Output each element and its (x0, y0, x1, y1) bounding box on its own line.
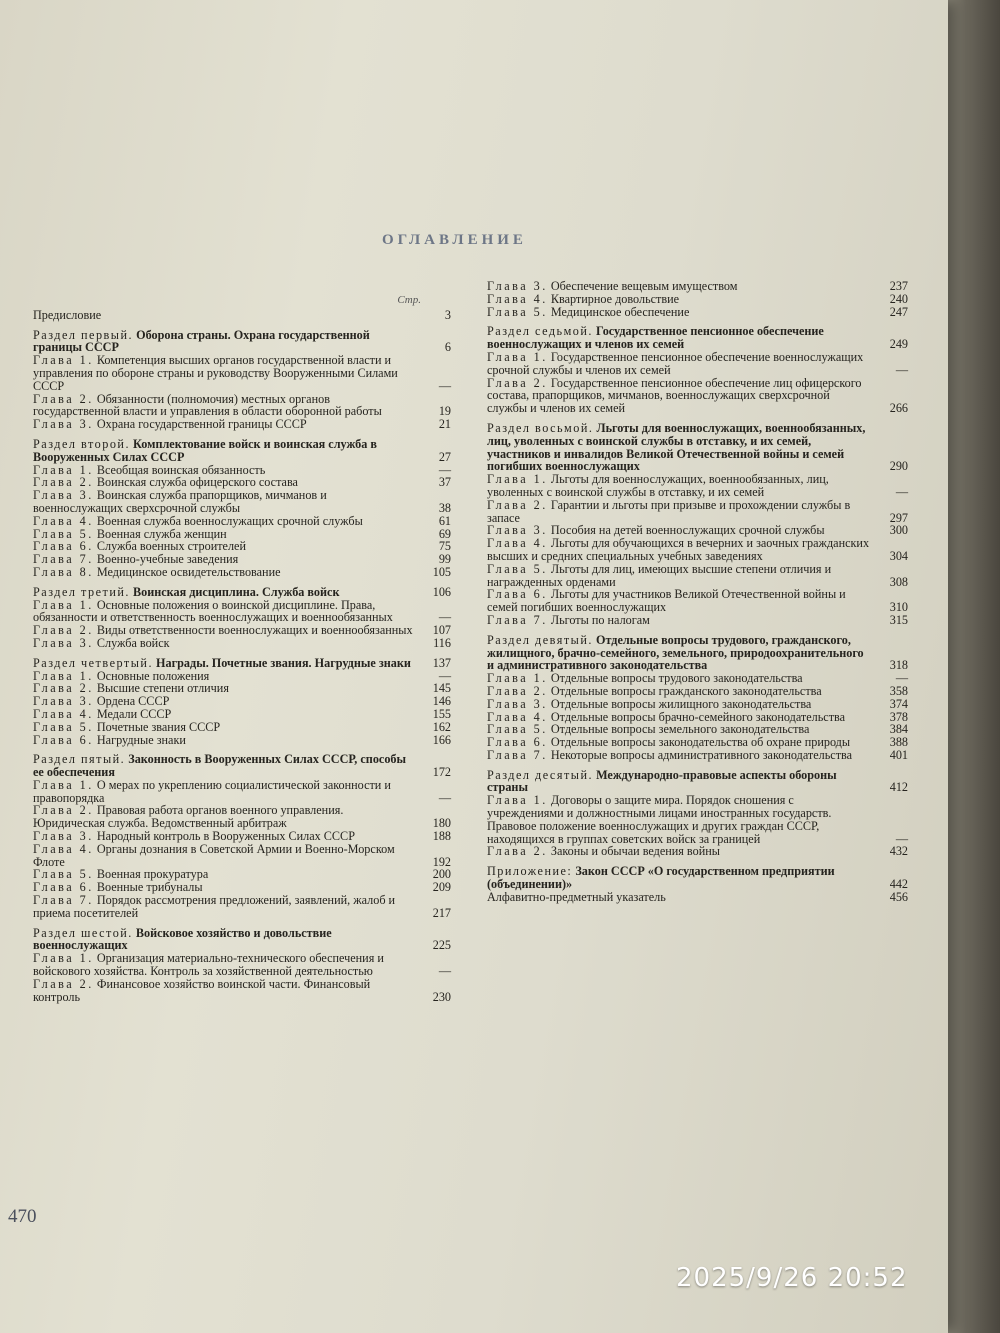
toc-entry-text (33, 804, 415, 830)
toc-entry-page: 297 (889, 510, 908, 525)
toc-chapter-entry (33, 779, 451, 805)
toc-chapter-entry (33, 843, 451, 869)
toc-entry-title: Льготы по налогам (550, 612, 650, 627)
toc-entry-label: Глава 1. (33, 462, 94, 477)
toc-chapter-entry (33, 515, 451, 528)
toc-entry-page: — (895, 362, 908, 377)
toc-entry-page: 107 (432, 623, 451, 638)
toc-chapter-entry (33, 624, 451, 637)
toc-entry-page: 75 (438, 539, 451, 554)
toc-entry-title: Алфавитно-предметный указатель (487, 889, 666, 904)
toc-chapter-entry (487, 473, 908, 499)
toc-entry-text (33, 418, 415, 431)
toc-entry-page: 155 (432, 706, 451, 721)
toc-entry-page: 137 (432, 655, 451, 670)
toc-entry-page: 384 (889, 722, 908, 737)
toc-entry-title: Компетенция высших органов государственной власти и управления по обороне страны и руководству Вооруженными Силами СССР (33, 353, 398, 393)
page-column-label: Стр. (397, 294, 421, 306)
toc-section-entry (33, 438, 451, 464)
toc-entry-label: Глава 2. (33, 391, 94, 406)
toc-entry-label: Глава 5. (33, 719, 94, 734)
toc-entry-title: Международно-правовые аспекты обороны страны (487, 767, 837, 795)
toc-entry-title: Воинская дисциплина. Служба войск (132, 584, 340, 599)
toc-entry-page: 432 (889, 844, 908, 859)
toc-entry-label: Глава 6. (33, 732, 94, 747)
toc-chapter-entry (487, 306, 908, 319)
toc-entry-label: Глава 4. (33, 513, 94, 528)
toc-entry-title: Обязанности (полномочия) местных органов государственной власти и управления в области оборонной работы (33, 391, 382, 419)
toc-entry-title: Отдельные вопросы гражданского законодательства (550, 683, 822, 698)
toc-chapter-entry (487, 537, 908, 563)
toc-entry-title: Служба войск (96, 635, 170, 650)
toc-chapter-entry (33, 599, 451, 625)
toc-entry-label: Раздел пятый. (33, 752, 126, 767)
toc-entry-label: Раздел седьмой. (487, 324, 593, 339)
toc-entry-label: Глава 2. (487, 683, 548, 698)
toc-chapter-entry (33, 418, 451, 431)
toc-entry-title: Квартирное довольствие (550, 291, 680, 306)
toc-entry-text (487, 749, 872, 762)
toc-entry-text (33, 309, 415, 322)
photo-timestamp: 2025/9/26 20:52 (676, 1263, 908, 1293)
toc-entry-text (487, 634, 872, 672)
toc-entry-label: Глава 3. (487, 523, 548, 538)
toc-entry-text (487, 351, 872, 377)
toc-entry-label: Раздел первый. (33, 327, 134, 342)
toc-chapter-entry (487, 891, 908, 904)
toc-entry-label: Глава 5. (33, 526, 94, 541)
toc-entry-page: 105 (432, 564, 451, 579)
toc-entry-label: Глава 5. (487, 304, 548, 319)
toc-entry-label: Глава 1. (487, 472, 548, 487)
toc-entry-page: 38 (438, 500, 451, 515)
toc-entry-page: 240 (889, 291, 908, 306)
toc-entry-title: Военная прокуратура (96, 867, 209, 882)
toc-entry-label: Глава 4. (487, 536, 548, 551)
toc-entry-title: Пособия на детей военнослужащих срочной службы (550, 523, 825, 538)
toc-entry-text (33, 637, 415, 650)
toc-chapter-entry (487, 845, 908, 858)
toc-entry-label: Глава 5. (487, 561, 548, 576)
toc-entry-title: Награды. Почетные звания. Нагрудные знаки (156, 655, 411, 670)
toc-entry-page: 217 (432, 905, 451, 920)
toc-entry-title: Виды ответственности военнослужащих и военнообязанных (96, 623, 413, 638)
toc-entry-page: 69 (438, 526, 451, 541)
toc-entry-page: 209 (432, 880, 451, 895)
toc-entry-label: Глава 2. (33, 475, 94, 490)
toc-entry-text (487, 845, 872, 858)
toc-entry-label: Глава 2. (33, 803, 94, 818)
toc-entry-title: О мерах по укреплению социалистической законности и правопорядка (33, 777, 391, 805)
toc-entry-title: Льготы для лиц, имеющих высшие степени отличия и награжденных орденами (487, 561, 832, 589)
toc-entry-label: Глава 3. (33, 694, 94, 709)
toc-entry-title: Финансовое хозяйство воинской части. Финансовый контроль (33, 976, 371, 1004)
toc-entry-title: Нагрудные знаки (96, 732, 186, 747)
toc-entry-label: Глава 7. (33, 893, 94, 908)
toc-entry-title: Льготы для обучающихся в вечерних и заочных гражданских высших и средних специальных учебных заведениях (487, 536, 870, 563)
toc-entry-title: Военные трибуналы (96, 880, 203, 895)
toc-entry-page: 412 (889, 780, 908, 795)
toc-entry-title: Воинская служба офицерского состава (96, 475, 298, 490)
toc-entry-page: 21 (438, 417, 451, 432)
toc-chapter-entry (487, 794, 908, 845)
toc-right-column (487, 280, 908, 904)
toc-entry-label: Глава 8. (33, 564, 94, 579)
toc-section-entry (33, 753, 451, 779)
toc-chapter-entry (487, 749, 908, 762)
toc-entry-title: Медицинское освидетельствование (96, 564, 281, 579)
toc-entry-page: 388 (889, 735, 908, 750)
toc-entry-label: Глава 3. (33, 417, 94, 432)
toc-entry-page: — (895, 484, 908, 499)
toc-entry-page: 19 (438, 404, 451, 419)
toc-entry-page: 145 (432, 681, 451, 696)
toc-entry-label: Глава 1. (33, 951, 94, 966)
toc-chapter-entry (33, 393, 451, 419)
toc-entry-page: 192 (432, 854, 451, 869)
toc-entry-label: Раздел четвертый. (33, 655, 153, 670)
toc-entry-label: Глава 5. (33, 867, 94, 882)
toc-entry-title: Отдельные вопросы трудового законодательства (550, 671, 803, 686)
toc-chapter-entry (487, 563, 908, 589)
toc-entry-label: Приложение: (487, 864, 573, 879)
toc-entry-title: Основные положения (96, 668, 210, 683)
toc-entry-title: Договоры о защите мира. Порядок сношения с учреждениями и должностными лицами иностранных государств. Правовое положение военнослужащих и других граждан СССР, находящихся в группах советских войск за границей (487, 793, 832, 846)
toc-entry-label: Глава 2. (487, 375, 548, 390)
toc-entry-text (487, 563, 872, 589)
toc-entry-title: Государственное пенсионное обеспечение военнослужащих срочной службы и членов их семей (487, 349, 864, 377)
toc-chapter-entry (487, 499, 908, 525)
toc-entry-page: 266 (889, 401, 908, 416)
toc-entry-text (33, 734, 415, 747)
toc-entry-title: Оборона страны. Охрана государственной границы СССР (33, 327, 370, 355)
toc-entry-page: 116 (433, 635, 451, 650)
toc-entry-text (33, 894, 415, 920)
toc-entry-title: Отдельные вопросы брачно-семейного законодательства (550, 709, 846, 724)
toc-chapter-entry (487, 351, 908, 377)
toc-entry-page: 3 (444, 307, 451, 322)
toc-entry-text (487, 891, 872, 904)
toc-entry-title: Предисловие (33, 307, 102, 322)
toc-entry-text (487, 537, 872, 563)
toc-entry-label: Раздел десятый. (487, 767, 594, 782)
toc-entry-page: 166 (432, 732, 451, 747)
toc-entry-title: Охрана государственной границы СССР (96, 417, 307, 432)
toc-entry-title: Органы дознания в Советской Армии и Военно-Морском Флоте (33, 841, 395, 869)
toc-chapter-entry (33, 804, 451, 830)
toc-entry-page: 308 (889, 574, 908, 589)
toc-entry-title: Некоторые вопросы административного законодательства (550, 747, 853, 762)
toc-entry-label: Раздел девятый. (487, 632, 593, 647)
toc-chapter-entry (33, 489, 451, 515)
toc-entry-title: Воинская служба прапорщиков, мичманов и военнослужащих сверхсрочной службы (33, 488, 327, 515)
toc-entry-title: Ордена СССР (96, 694, 170, 709)
toc-entry-text (33, 927, 415, 953)
toc-chapter-entry (33, 894, 451, 920)
toc-chapter-entry (33, 566, 451, 579)
toc-entry-text (487, 794, 872, 845)
toc-entry-label: Глава 3. (33, 488, 94, 503)
toc-entry-label: Раздел шестой. (33, 925, 133, 940)
toc-entry-title: Высшие степени отличия (96, 681, 229, 696)
toc-entry-text (33, 329, 415, 355)
toc-entry-page: — (895, 831, 908, 846)
toc-chapter-entry (487, 377, 908, 415)
toc-entry-text (487, 377, 872, 415)
toc-entry-page: 106 (432, 584, 451, 599)
toc-entry-text (33, 753, 415, 779)
toc-entry-title: Военная служба женщин (96, 526, 227, 541)
toc-entry-page: 304 (889, 548, 908, 563)
toc-entry-page: 27 (438, 449, 451, 464)
toc-entry-page: 237 (889, 279, 908, 293)
toc-entry-label: Глава 2. (487, 497, 548, 512)
toc-entry-text (487, 769, 872, 795)
toc-section-entry (487, 769, 908, 795)
toc-entry-label: Глава 4. (33, 706, 94, 721)
toc-entry-title: Льготы для участников Великой Отечественной войны и семей погибших военнослужащих (487, 587, 846, 615)
toc-entry-page: — (438, 668, 451, 683)
toc-section-entry (487, 865, 908, 891)
toc-entry-title: Закон СССР «О государственном предприятии (объединении)» (487, 864, 835, 892)
toc-entry-page: 456 (889, 889, 908, 904)
toc-entry-page: 247 (889, 304, 908, 319)
toc-entry-title: Льготы для военнослужащих, военнообязанных, лиц, уволенных с воинской службы в отставку, и их семей (487, 472, 829, 499)
toc-entry-page: 146 (432, 694, 451, 709)
toc-entry-title: Отдельные вопросы трудового, гражданского, жилищного, брачно-семейного, земельного, природоохранительного и административного законодательства (487, 632, 864, 673)
toc-entry-text (487, 588, 872, 614)
toc-entry-title: Комплектование войск и воинская служба в Вооруженных Силах СССР (33, 436, 377, 464)
toc-entry-title: Почетные звания СССР (96, 719, 221, 734)
toc-entry-page: 374 (889, 696, 908, 711)
toc-entry-label: Раздел восьмой. (487, 420, 594, 435)
toc-entry-page: — (895, 671, 908, 686)
toc-section-entry (33, 657, 451, 670)
toc-chapter-entry (33, 708, 451, 721)
toc-entry-page: — (438, 610, 451, 625)
toc-entry-page: — (438, 462, 451, 477)
toc-entry-text (33, 489, 415, 515)
toc-entry-title: Медали СССР (96, 706, 172, 721)
toc-entry-text (33, 952, 415, 978)
toc-entry-page: 200 (432, 867, 451, 882)
toc-entry-page: 442 (889, 877, 908, 892)
toc-entry-title: Законность в Вооруженных Силах СССР, способы ее обеспечения (33, 752, 407, 780)
toc-section-entry (487, 422, 908, 473)
toc-entry-page: — (438, 378, 451, 393)
toc-entry-label: Глава 4. (33, 841, 94, 856)
toc-entry-text (487, 473, 872, 499)
toc-section-entry (487, 634, 908, 672)
page-title: ОГЛАВЛЕНИЕ (382, 232, 527, 248)
toc-entry-page: 172 (432, 765, 451, 780)
toc-entry-label: Глава 1. (487, 671, 548, 686)
toc-entry-title: Отдельные вопросы законодательства об охране природы (550, 735, 851, 750)
toc-section-entry (33, 329, 451, 355)
toc-entry-label: Глава 1. (487, 793, 548, 808)
toc-entry-title: Служба военных строителей (96, 539, 246, 554)
toc-entry-page: 300 (889, 523, 908, 538)
toc-entry-page: 225 (432, 938, 451, 953)
toc-entry-label: Глава 6. (33, 880, 94, 895)
toc-entry-text (33, 843, 415, 869)
toc-entry-label: Раздел второй. (33, 436, 130, 451)
toc-entry-text (33, 779, 415, 805)
toc-entry-label: Глава 1. (33, 597, 94, 612)
toc-entry-label: Глава 3. (33, 635, 94, 650)
toc-left-list (33, 309, 451, 1004)
toc-entry-title: Отдельные вопросы земельного законодательства (550, 722, 810, 737)
toc-entry-label: Глава 1. (487, 349, 548, 364)
toc-entry-label: Глава 2. (33, 681, 94, 696)
toc-entry-label: Глава 6. (33, 539, 94, 554)
toc-entry-page: — (438, 790, 451, 805)
toc-entry-page: 99 (438, 552, 451, 567)
toc-entry-title: Государственное пенсионное обеспечение военнослужащих и членов их семей (487, 324, 824, 352)
toc-entry-text (487, 422, 872, 473)
toc-entry-label: Глава 4. (487, 709, 548, 724)
toc-entry-text (33, 354, 415, 392)
toc-entry-label: Глава 7. (487, 747, 548, 762)
toc-entry-text (33, 393, 415, 419)
toc-entry-label: Глава 5. (487, 722, 548, 737)
toc-entry-page: 315 (889, 612, 908, 627)
toc-entry-text (487, 614, 872, 627)
toc-entry-page: 358 (889, 683, 908, 698)
toc-entry-text (33, 599, 415, 625)
toc-entry-page: 318 (889, 658, 908, 673)
toc-chapter-entry (33, 978, 451, 1004)
toc-section-entry (33, 927, 451, 953)
toc-entry-label: Глава 1. (33, 353, 94, 368)
toc-entry-title: Государственное пенсионное обеспечение лиц офицерского состава, прапорщиков, мичманов, военнослужащих сверхсрочной службы и членов их семей (487, 375, 862, 416)
toc-entry-title: Всеобщая воинская обязанность (96, 462, 266, 477)
toc-entry-page: 401 (889, 747, 908, 762)
toc-chapter-entry (33, 952, 451, 978)
toc-chapter-entry (33, 734, 451, 747)
toc-entry-text (33, 438, 415, 464)
toc-entry-title: Основные положения о воинской дисциплине. Права, обязанности и ответственность военнослужащих и военнообязанных (33, 597, 393, 625)
toc-right-list (487, 280, 908, 904)
toc-entry-title: Войсковое хозяйство и довольствие военнослужащих (33, 925, 332, 953)
toc-entry-label: Глава 2. (487, 844, 548, 859)
toc-entry-text (487, 306, 872, 319)
toc-entry-title: Медицинское обеспечение (550, 304, 690, 319)
page-edge (948, 0, 1000, 1333)
toc-entry-text (487, 865, 872, 891)
toc-entry-label: Глава 4. (487, 291, 548, 306)
toc-entry-page: 61 (438, 513, 451, 528)
toc-entry-text (487, 499, 872, 525)
toc-entry-page: 230 (432, 989, 451, 1004)
toc-entry-text (487, 325, 872, 351)
toc-chapter-entry (33, 309, 451, 322)
toc-entry-title: Отдельные вопросы жилищного законодательства (550, 696, 812, 711)
toc-entry-page: 180 (432, 816, 451, 831)
toc-left-column (33, 294, 451, 1003)
page-number: 470 (8, 1206, 37, 1227)
toc-entry-page: 188 (432, 829, 451, 844)
toc-entry-page: 37 (438, 475, 451, 490)
toc-entry-label: Глава 7. (33, 552, 94, 567)
toc-entry-page: — (438, 964, 451, 979)
toc-chapter-entry (33, 354, 451, 392)
toc-entry-title: Правовая работа органов военного управления. Юридическая служба. Ведомственный арбитраж (33, 803, 344, 831)
toc-entry-label: Глава 1. (33, 668, 94, 683)
toc-chapter-entry (33, 721, 451, 734)
toc-entry-label: Глава 7. (487, 612, 548, 627)
toc-entry-page: 249 (889, 337, 908, 352)
toc-entry-title: Льготы для военнослужащих, военнообязанных, лиц, уволенных с воинской службы в отставку, и их семей, участников и инвалидов Великой Отечественной войны и семей погибших военнослужащих (487, 420, 866, 474)
toc-entry-title: Обеспечение вещевым имуществом (550, 279, 738, 293)
toc-entry-label: Глава 1. (33, 777, 94, 792)
toc-section-entry (487, 325, 908, 351)
toc-chapter-entry (487, 588, 908, 614)
toc-entry-title: Военно-учебные заведения (96, 552, 239, 567)
toc-entry-title: Порядок рассмотрения предложений, заявлений, жалоб и приема посетителей (33, 893, 396, 920)
toc-entry-page: 290 (889, 459, 908, 474)
toc-chapter-entry (33, 695, 451, 708)
toc-entry-title: Гарантии и льготы при призыве и прохождении службы в запасе (487, 497, 851, 525)
toc-chapter-entry (487, 614, 908, 627)
toc-entry-label: Глава 2. (33, 976, 94, 991)
toc-entry-label: Раздел третий. (33, 584, 130, 599)
toc-entry-page: 6 (444, 340, 451, 355)
toc-entry-label: Глава 6. (487, 587, 548, 602)
toc-entry-page: 378 (889, 709, 908, 724)
toc-entry-label: Глава 3. (487, 279, 548, 293)
toc-entry-page: 310 (889, 600, 908, 615)
toc-chapter-entry (33, 637, 451, 650)
toc-entry-text (33, 566, 415, 579)
toc-entry-title: Законы и обычаи ведения войны (550, 844, 720, 859)
toc-entry-label: Глава 2. (33, 623, 94, 638)
toc-entry-title: Организация материально-технического обеспечения и войскового хозяйства. Контроль за хозяйственной деятельностью (33, 951, 384, 979)
toc-entry-page: 162 (432, 719, 451, 734)
toc-entry-label: Глава 6. (487, 735, 548, 750)
toc-entry-title: Военная служба военнослужащих срочной службы (96, 513, 363, 528)
toc-entry-label: Глава 3. (33, 829, 94, 844)
toc-entry-text (33, 978, 415, 1004)
toc-entry-title: Народный контроль в Вооруженных Силах СССР (96, 829, 355, 844)
toc-entry-label: Глава 3. (487, 696, 548, 711)
